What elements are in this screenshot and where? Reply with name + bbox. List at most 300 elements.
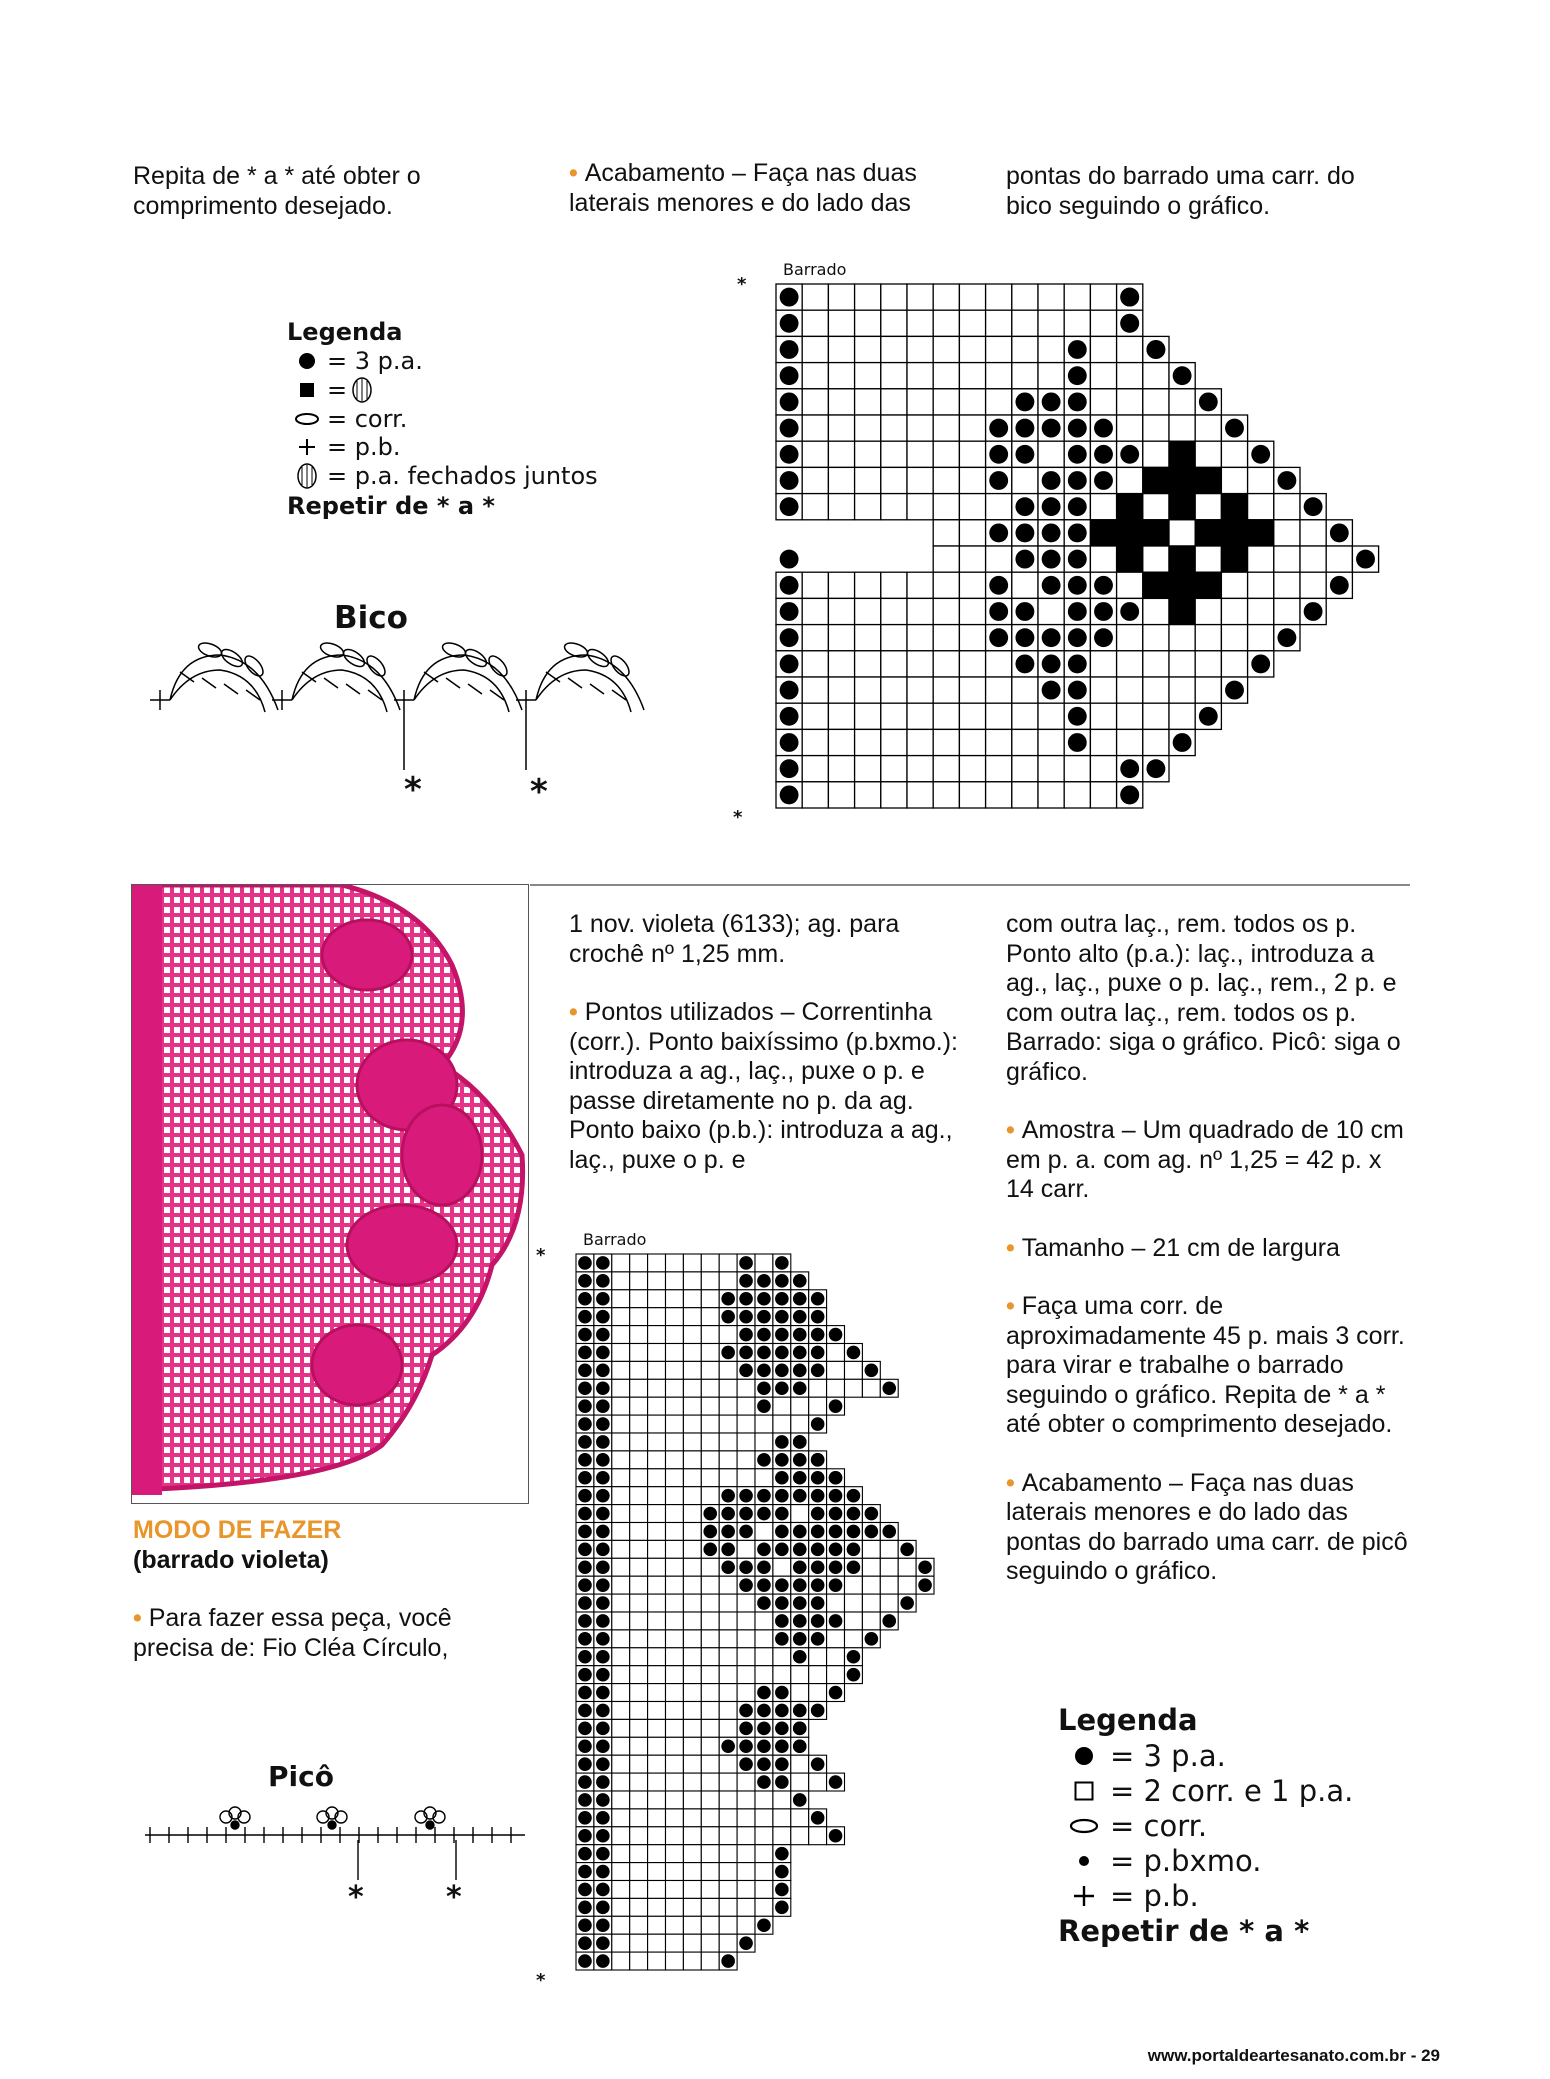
filled-circle [578, 1346, 592, 1360]
filled-circle [578, 1310, 592, 1324]
filled-square [1117, 546, 1143, 572]
grid-cell [630, 1755, 648, 1773]
grid-cell [719, 1254, 737, 1272]
filled-circle [596, 1865, 610, 1879]
filled-circle [578, 1686, 592, 1700]
filled-circle [578, 1829, 592, 1843]
filled-circle [811, 1489, 825, 1503]
grid-cell [630, 1451, 648, 1469]
grid-cell [1143, 729, 1169, 755]
filled-circle [780, 550, 799, 569]
grid-cell [791, 1666, 809, 1684]
grid-cell [719, 1719, 737, 1737]
grid-cell [701, 1451, 719, 1469]
stitch-tick [202, 678, 216, 688]
grid-cell [719, 1809, 737, 1827]
filled-circle [703, 1543, 717, 1557]
grid-cell [719, 1666, 737, 1684]
chain-oval [441, 640, 468, 659]
grid-cell [986, 336, 1012, 362]
grid-cell [648, 1415, 666, 1433]
filled-circle [596, 1811, 610, 1825]
stitch-tick [346, 684, 360, 694]
grid-cell [1143, 677, 1169, 703]
grid-cell [612, 1809, 630, 1827]
filled-circle [578, 1471, 592, 1485]
grid-cell [701, 1487, 719, 1505]
filled-circle [829, 1471, 843, 1485]
grid-cell [845, 1361, 863, 1379]
grid-cell [1064, 782, 1090, 808]
grid-cell [737, 1773, 755, 1791]
filled-circle [780, 366, 799, 385]
grid-cell [666, 1254, 684, 1272]
filled-circle [757, 1346, 771, 1360]
filled-circle [578, 1936, 592, 1950]
grid-cell [1038, 703, 1064, 729]
grid-cell [1143, 415, 1169, 441]
chain-oval [242, 653, 267, 679]
filled-circle [1068, 340, 1087, 359]
legend-repeat: Repetir de * a * [287, 492, 495, 520]
grid-cell [828, 625, 854, 651]
grid-cell [986, 729, 1012, 755]
grid-cell [907, 336, 933, 362]
filled-circle [596, 1668, 610, 1682]
filled-circle [1094, 628, 1113, 647]
bullet-icon: • [569, 998, 585, 1026]
grid-cell [802, 572, 828, 598]
grid-cell [648, 1451, 666, 1469]
filled-circle [757, 1543, 771, 1557]
grid-cell [1195, 441, 1221, 467]
filled-circle [793, 1489, 807, 1503]
grid-cell [630, 1809, 648, 1827]
filled-circle [793, 1381, 807, 1395]
filled-circle [793, 1346, 807, 1360]
grid-cell [1012, 467, 1038, 493]
filled-circle [793, 1793, 807, 1807]
grid-cell [683, 1379, 701, 1397]
grid-cell [933, 441, 959, 467]
grid-cell [1143, 703, 1169, 729]
grid-cell [855, 310, 881, 336]
grid-cell [719, 1272, 737, 1290]
filled-circle [596, 1686, 610, 1700]
plus-icon [287, 438, 327, 456]
filled-circle [578, 1632, 592, 1646]
filled-circle [596, 1632, 610, 1646]
grid-cell [1117, 467, 1143, 493]
grid-cell [1143, 625, 1169, 651]
grid-cell [1117, 729, 1143, 755]
filled-circle [596, 1292, 610, 1306]
filled-circle [757, 1918, 771, 1932]
grid-cell [1117, 363, 1143, 389]
grid-cell [666, 1863, 684, 1881]
filled-circle [1042, 576, 1061, 595]
filled-circle [829, 1525, 843, 1539]
grid-cell [630, 1415, 648, 1433]
chart-barrado-top [770, 282, 1390, 822]
grid-cell [701, 1952, 719, 1970]
grid-cell [828, 494, 854, 520]
grid-cell [701, 1934, 719, 1952]
grid-cell [1012, 703, 1038, 729]
grid-cell [959, 625, 985, 651]
footer-url[interactable]: www.portaldeartesanato.com.br [1147, 2046, 1406, 2065]
filled-circle [1015, 628, 1034, 647]
grid-cell [719, 1397, 737, 1415]
grid-cell [737, 1648, 755, 1666]
grid-cell [755, 1630, 773, 1648]
grid-cell [648, 1576, 666, 1594]
grid-cell [719, 1630, 737, 1648]
grid-cell [755, 1881, 773, 1899]
grid-cell [666, 1451, 684, 1469]
grid-cell [648, 1469, 666, 1487]
grid-cell [701, 1469, 719, 1487]
grid-cell [648, 1594, 666, 1612]
grid-cell [701, 1773, 719, 1791]
filled-circle [596, 1739, 610, 1753]
filled-circle [596, 1704, 610, 1718]
grid-cell [933, 336, 959, 362]
filled-circle [596, 1775, 610, 1789]
filled-circle [578, 1399, 592, 1413]
filled-circle [1304, 602, 1323, 621]
grid-cell [802, 494, 828, 520]
grid-cell [719, 1791, 737, 1809]
grid-cell [862, 1379, 880, 1397]
legend-row: = [287, 375, 598, 405]
grid-cell [719, 1827, 737, 1845]
grid-cell [737, 1612, 755, 1630]
grid-cell [755, 1648, 773, 1666]
filled-circle [775, 1471, 789, 1485]
grid-cell [612, 1361, 630, 1379]
grid-cell [933, 651, 959, 677]
grid-cell [827, 1594, 845, 1612]
bullet-icon: • [1006, 1468, 1022, 1497]
grid-cell [1117, 703, 1143, 729]
filled-circle [757, 1453, 771, 1467]
filled-circle [775, 1328, 789, 1342]
grid-cell [959, 363, 985, 389]
filled-circle [578, 1811, 592, 1825]
grid-cell [719, 1755, 737, 1773]
grid-cell [933, 389, 959, 415]
grid-cell [630, 1558, 648, 1576]
grid-cell [1169, 415, 1195, 441]
grid-cell [809, 1648, 827, 1666]
grid-cell [630, 1272, 648, 1290]
grid-cell [959, 494, 985, 520]
filled-circle [780, 785, 799, 804]
grid-cell [630, 1290, 648, 1308]
grid-cell [683, 1827, 701, 1845]
grid-cell [1169, 625, 1195, 651]
grid-cell [648, 1809, 666, 1827]
grid-cell [666, 1594, 684, 1612]
filled-circle [596, 1453, 610, 1467]
filled-circle [775, 1310, 789, 1324]
filled-circle [578, 1543, 592, 1557]
filled-circle [757, 1364, 771, 1378]
grid-cell [737, 1451, 755, 1469]
filled-circle [793, 1722, 807, 1736]
grid-cell [666, 1558, 684, 1576]
grid-cell [648, 1648, 666, 1666]
filled-circle [1068, 681, 1087, 700]
grid-cell [683, 1254, 701, 1272]
filled-circle [1042, 628, 1061, 647]
oval-icon [287, 412, 327, 426]
filled-circle [811, 1328, 825, 1342]
grid-cell [907, 625, 933, 651]
grid-cell [802, 415, 828, 441]
grid-cell [701, 1397, 719, 1415]
grid-cell [1064, 756, 1090, 782]
grid-cell [612, 1684, 630, 1702]
filled-circle [596, 1399, 610, 1413]
filled-circle [775, 1596, 789, 1610]
grid-cell [1248, 598, 1274, 624]
filled-circle [829, 1686, 843, 1700]
filled-circle [780, 445, 799, 464]
filled-circle [596, 1650, 610, 1664]
grid-cell [755, 1827, 773, 1845]
grid-cell [855, 441, 881, 467]
grid-cell [773, 1791, 791, 1809]
grid-cell [791, 1755, 809, 1773]
stitch-tick [224, 684, 238, 694]
filled-circle [793, 1596, 807, 1610]
filled-circle [578, 1507, 592, 1521]
grid-cell [845, 1576, 863, 1594]
filled-circle [811, 1417, 825, 1431]
filled-circle [865, 1632, 879, 1646]
filled-circle [780, 681, 799, 700]
grid-cell [683, 1719, 701, 1737]
grid-cell [648, 1505, 666, 1523]
filled-circle [1015, 392, 1034, 411]
filled-circle [775, 1346, 789, 1360]
grid-cell [986, 389, 1012, 415]
grid-cell [1012, 729, 1038, 755]
dot-stitch [426, 1821, 434, 1829]
grid-cell [666, 1845, 684, 1863]
grid-cell [855, 415, 881, 441]
grid-cell [1012, 310, 1038, 336]
grid-cell [701, 1666, 719, 1684]
filled-circle [739, 1507, 753, 1521]
grid-cell [612, 1308, 630, 1326]
grid-cell [666, 1648, 684, 1666]
filled-circle [775, 1883, 789, 1897]
filled-circle [780, 419, 799, 438]
filled-circle [989, 471, 1008, 490]
grid-cell [809, 1379, 827, 1397]
filled-circle [793, 1543, 807, 1557]
grid-cell [683, 1863, 701, 1881]
legend-title: Legenda [1058, 1703, 1198, 1737]
grid-cell [959, 336, 985, 362]
grid-cell [809, 1666, 827, 1684]
grid-cell [719, 1863, 737, 1881]
grid-cell [630, 1344, 648, 1362]
filled-circle [757, 1381, 771, 1395]
filled-circle [721, 1507, 735, 1521]
grid-cell [881, 310, 907, 336]
grid-cell [701, 1809, 719, 1827]
grid-cell [612, 1254, 630, 1272]
grid-cell [1090, 756, 1116, 782]
filled-square [1117, 520, 1143, 546]
grid-cell [933, 677, 959, 703]
grid-cell [1038, 310, 1064, 336]
grid-cell [612, 1558, 630, 1576]
pico-diagram [140, 1795, 540, 1895]
lace-illustration [132, 885, 528, 1503]
filled-square [1221, 546, 1247, 572]
filled-circle [578, 1901, 592, 1915]
grid-cell [1117, 572, 1143, 598]
filled-circle [739, 1525, 753, 1539]
grid-cell [1038, 441, 1064, 467]
grid-cell [648, 1827, 666, 1845]
filled-circle [780, 628, 799, 647]
filled-circle [865, 1525, 879, 1539]
grid-cell [1195, 415, 1221, 441]
grid-cell [612, 1648, 630, 1666]
grid-cell [907, 756, 933, 782]
grid-cell [802, 677, 828, 703]
grid-cell [630, 1594, 648, 1612]
grid-cell [1117, 677, 1143, 703]
grid-cell [827, 1379, 845, 1397]
grid-cell [666, 1809, 684, 1827]
filled-circle [757, 1578, 771, 1592]
grid-cell [880, 1540, 898, 1558]
filled-circle [757, 1310, 771, 1324]
filled-circle [578, 1435, 592, 1449]
grid-cell [907, 441, 933, 467]
filled-circle [780, 392, 799, 411]
grid-cell [701, 1916, 719, 1934]
filled-circle [811, 1346, 825, 1360]
grid-cell [845, 1630, 863, 1648]
filled-circle [1277, 471, 1296, 490]
grid-cell [828, 756, 854, 782]
grid-cell [1012, 782, 1038, 808]
filled-circle [1068, 392, 1087, 411]
filled-circle [811, 1310, 825, 1324]
grid-cell [755, 1433, 773, 1451]
grid-cell [666, 1702, 684, 1720]
grid-cell [828, 284, 854, 310]
filled-circle [775, 1704, 789, 1718]
grid-cell [828, 598, 854, 624]
grid-cell [986, 703, 1012, 729]
filled-circle [1042, 471, 1061, 490]
filled-square [1169, 572, 1195, 598]
legend-row: = p.b. [1058, 1878, 1353, 1913]
grid-cell [666, 1666, 684, 1684]
filled-circle [757, 1560, 771, 1574]
grid-cell [737, 1898, 755, 1916]
grid-cell [719, 1415, 737, 1433]
filled-circle [780, 733, 799, 752]
grid-cell [1274, 494, 1300, 520]
filled-circle [829, 1775, 843, 1789]
grid-cell [630, 1934, 648, 1952]
filled-circle [775, 1381, 789, 1395]
grid-cell [959, 651, 985, 677]
grid-cell [683, 1540, 701, 1558]
grid-cell [612, 1469, 630, 1487]
grid-cell [907, 415, 933, 441]
grid-cell [1143, 441, 1169, 467]
grid-cell [1090, 651, 1116, 677]
filled-circle [578, 1274, 592, 1288]
grid-cell [986, 310, 1012, 336]
filled-square-icon [287, 382, 327, 398]
grid-cell [612, 1344, 630, 1362]
filled-circle [1068, 497, 1087, 516]
filled-circle [739, 1578, 753, 1592]
grid-cell [683, 1505, 701, 1523]
grid-cell [907, 703, 933, 729]
grid-cell [630, 1827, 648, 1845]
grid-cell [612, 1773, 630, 1791]
filled-circle [989, 445, 1008, 464]
chart-title: Barrado [783, 260, 847, 279]
filled-circle [757, 1596, 771, 1610]
filled-circle [775, 1525, 789, 1539]
filled-circle [703, 1507, 717, 1521]
grid-cell [1038, 284, 1064, 310]
filled-circle [596, 1346, 610, 1360]
legend-repeat: Repetir de * a * [1058, 1914, 1310, 1948]
filled-circle [811, 1811, 825, 1825]
filled-circle [865, 1364, 879, 1378]
legend-title: Legenda [287, 318, 403, 346]
grid-cell [612, 1290, 630, 1308]
grid-cell [791, 1827, 809, 1845]
grid-cell [666, 1505, 684, 1523]
filled-circle [1015, 602, 1034, 621]
repeat-star: * [733, 807, 743, 828]
grid-cell [1090, 703, 1116, 729]
filled-square [1195, 520, 1221, 546]
grid-cell [809, 1773, 827, 1791]
grid-cell [933, 415, 959, 441]
filled-circle [829, 1829, 843, 1843]
filled-circle [847, 1668, 861, 1682]
filled-circle [596, 1614, 610, 1628]
grid-cell [666, 1898, 684, 1916]
grid-cell [701, 1863, 719, 1881]
grid-cell [648, 1487, 666, 1505]
grid-cell [959, 520, 985, 546]
grid-cell [881, 284, 907, 310]
grid-cell [648, 1290, 666, 1308]
mid-column-text: 1 nov. violeta (6133); ag. para crochê nº 1,25 mm. • Pontos utilizados – Correntinha (corr.). Ponto baixíssimo (p.bxmo.): introduza a ag., laç., puxe o p. e passe diretamente no p. da ag. Ponto baixo (p.b.): introduza a ag., laç., puxe o p. e [569, 910, 959, 1174]
grid-cell [630, 1487, 648, 1505]
filled-circle [793, 1650, 807, 1664]
grid-cell [802, 729, 828, 755]
